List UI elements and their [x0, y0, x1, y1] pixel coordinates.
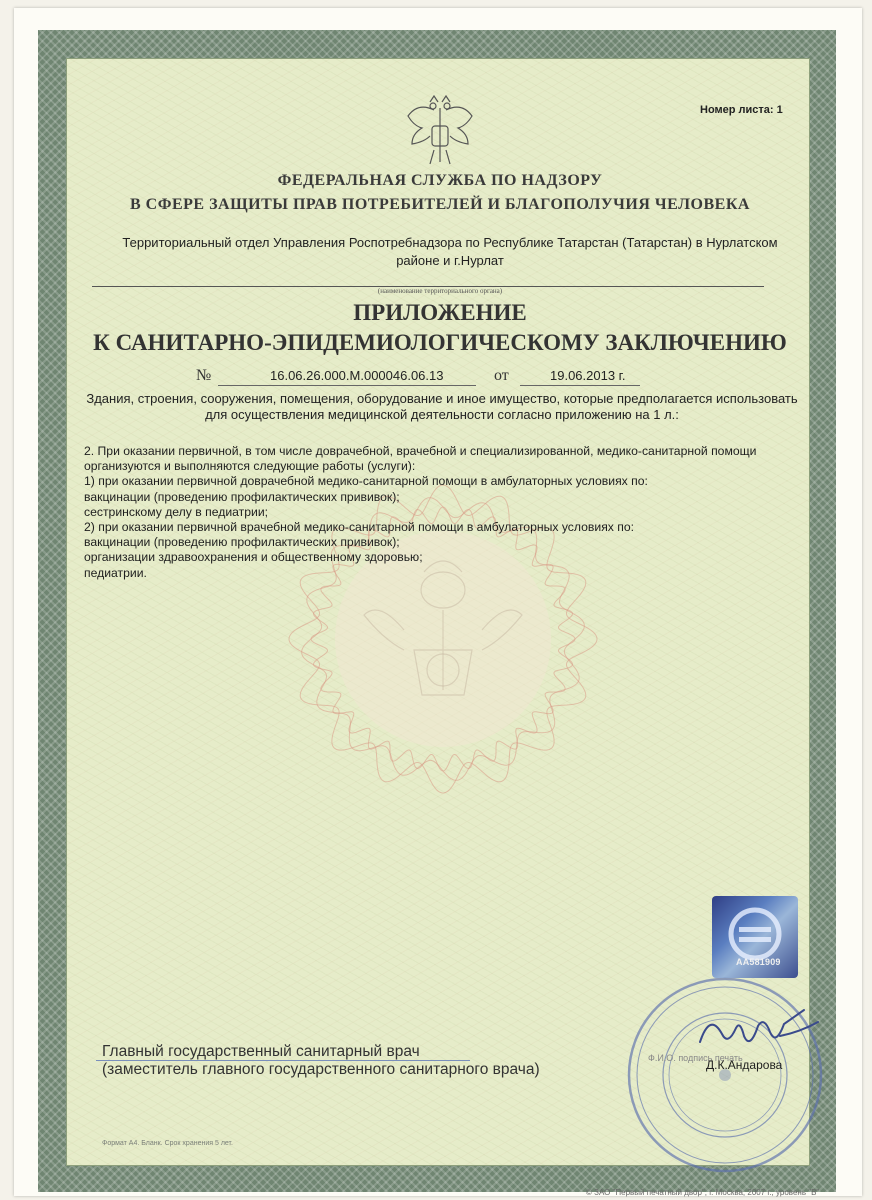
conclusion-date: 19.06.2013 г. [550, 368, 626, 383]
territorial-department: Территориальный отдел Управления Роспотребнадзора по Республике Татарстан (Татарстан) в Нурлатском районе и г.Нурлат [122, 235, 778, 268]
signatory-name: Д.К.Андарова [706, 1058, 783, 1072]
date-underline [520, 385, 640, 386]
services-line: 1) при оказании первичной доврачебной медико-санитарной помощи в амбулаторных условиях по: [84, 474, 648, 489]
form-format-note: Формат А4. Бланк. Срок хранения 5 лет. [102, 1140, 233, 1147]
coat-of-arms-icon [400, 92, 480, 172]
printer-imprint: © ЗАО "Первый печатный двор", г. Москва, 2007 г., уровень "В" [586, 1188, 820, 1197]
hologram-code: АА581909 [736, 957, 781, 967]
document-title-line2: К САНИТАРНО-ЭПИДЕМИОЛОГИЧЕСКОМУ ЗАКЛЮЧЕНИЮ [93, 330, 787, 355]
services-line: сестринскому делу в педиатрии; [84, 504, 269, 519]
number-label: № [196, 367, 212, 384]
services-line: организуются и выполняются следующие работы (услуги): [84, 459, 416, 474]
services-line: вакцинации (проведению профилактических прививок); [84, 489, 400, 504]
document-title-line1: ПРИЛОЖЕНИЕ [353, 300, 527, 325]
services-line: организации здравоохранения и общественному здоровью; [84, 550, 423, 565]
agency-name-line1: ФЕДЕРАЛЬНАЯ СЛУЖБА ПО НАДЗОРУ [277, 172, 603, 189]
sheet-number: Номер листа: 1 [700, 104, 783, 116]
services-line: педиатрии. [84, 565, 147, 580]
department-caption: (наименование территориального органа) [377, 287, 503, 295]
date-label: от [494, 367, 509, 384]
services-list [84, 444, 804, 581]
conclusion-number: 16.06.26.000.М.000046.06.13 [270, 368, 444, 383]
number-underline [218, 385, 476, 386]
agency-name-line2: В СФЕРЕ ЗАЩИТЫ ПРАВ ПОТРЕБИТЕЛЕЙ И БЛАГОПОЛУЧИЯ ЧЕЛОВЕКА [130, 196, 750, 213]
services-line: 2) при оказании первичной врачебной медико-санитарной помощи в амбулаторных условиях по: [84, 520, 635, 535]
services-line: 2. При оказании первичной, в том числе доврачебной, врачебной и специализированной, медико-санитарной помощи [84, 444, 757, 458]
signatory-deputy-role: (заместитель главного государственного санитарного врача) [102, 1061, 540, 1078]
signatory-role: Главный государственный санитарный врач [102, 1043, 420, 1060]
signature-caption: Ф.И.О. подпись печать [648, 1053, 743, 1063]
lead-text: Здания, строения, сооружения, помещения, оборудование и иное имущество, которые предполагается использовать для осуществления медицинской деятельности согласно приложению на 1 л.: [86, 391, 798, 422]
services-line: вакцинации (проведению профилактических прививок); [84, 535, 400, 550]
